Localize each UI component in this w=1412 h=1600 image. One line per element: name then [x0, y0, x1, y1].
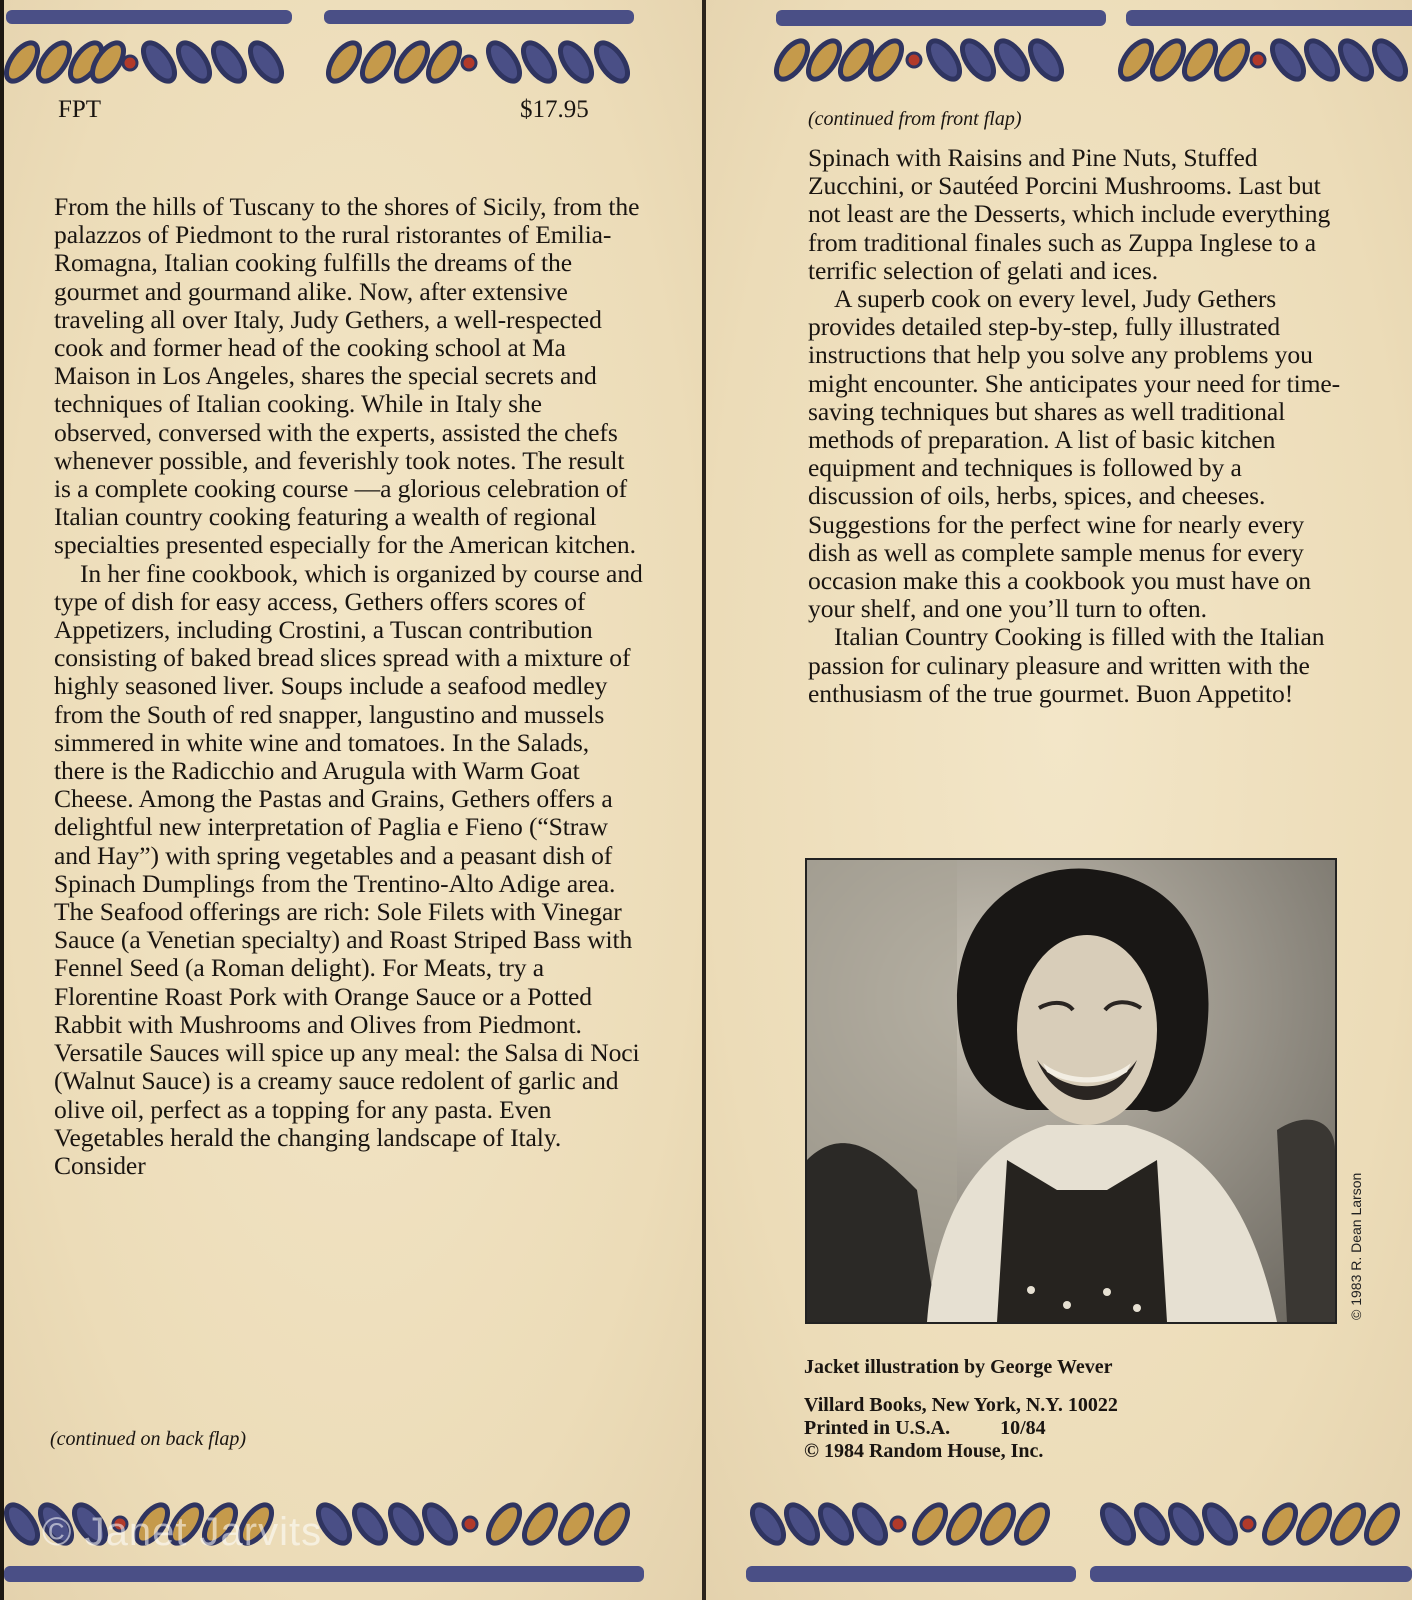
back-paragraph-1: Spinach with Raisins and Pine Nuts, Stuffed Zucchini, or Sautéed Porcini Mushrooms. Last but not least are the Desserts, which include everything from traditional finales such as Zuppa Inglese to a terrific selection of gelati and ices. — [808, 143, 1331, 285]
continued-on-back-note: (continued on back flap) — [50, 1428, 247, 1450]
back-flap-body — [808, 144, 1344, 708]
front-paragraph-2: In her fine cookbook, which is organized by course and type of dish for easy access, Gethers offers scores of Appetizers, including Crostini, a Tuscan contribution consisting of baked bread slices spread with a mixture of highly seasoned liver. Soups include a seafood medley from the South of red snapper, langustino and mussels simmered in white wine and tomatoes. In the Salads, there is the Radicchio and Arugula with Warm Goat Cheese. Among the Pastas and Grains, Gethers offers a delightful new interpretation of Paglia e Fieno (“Straw and Hay”) with spring vegetables and a peasant dish of Spinach Dumplings from the Trentino-Alto Adige area. The Seafood offerings are rich: Sole Filets with Vinegar Sauce (a Venetian specialty) and Roast Striped Bass with Fennel Seed (a Roman delight). For Meats, try a Florentine Roast Pork with Orange Sauce or a Potted Rabbit with Mushrooms and Olives from Piedmont. Versatile Sauces will spice up any meal: the Salsa di Noci (Walnut Sauce) is a creamy sauce redolent of garlic and olive oil, perfect as a topping for any pasta. Even Vegetables herald the changing landscape of Italy. Consider — [54, 558, 643, 1180]
front-flap — [4, 0, 702, 1600]
copyright-watermark: © Janet Jarvits — [42, 1510, 323, 1554]
front-flap-body — [54, 193, 644, 1180]
front-paragraph-1: From the hills of Tuscany to the shores of Sicily, from the palazzos of Piedmont to the rural ristorantes of Emilia-Romagna, Italian cooking fulfills the dreams of the gourmet and gourmand alike. Now, after extensive traveling all over Italy, Judy Gethers, a well-respected cook and former head of the cooking school at Ma Maison in Los Angeles, shares the special secrets and techniques of Italian cooking. While in Italy she observed, conversed with the experts, assisted the chefs whenever possible, and feverishly took notes. The result is a complete cooking course —a glorious celebration of Italian country cooking featuring a wealth of regional specialties presented especially for the American kitchen. — [54, 192, 640, 560]
decorative-border-top-back — [706, 0, 1412, 90]
back-paragraph-2: A superb cook on every level, Judy Gethers provides detailed step-by-step, fully illustrated instructions that help you solve any problems you might encounter. She anticipates your need for time-saving techniques but shares as well traditional methods of preparation. A list of basic kitchen equipment and techniques is followed by a discussion of oils, herbs, spices, and cheeses. Suggestions for the perfect wine for nearly every dish as well as complete sample menus for every occasion make this a cookbook you must have on your shelf, and one you’ll turn to often. — [808, 284, 1341, 624]
price-label: $17.95 — [520, 96, 589, 123]
photo-credit: © 1983 R. Dean Larson — [1348, 1172, 1364, 1320]
leaf-pattern — [4, 38, 634, 87]
publisher-line-3: © 1984 Random House, Inc. — [804, 1440, 1044, 1462]
back-flap — [706, 0, 1412, 1600]
publisher-line-1: Villard Books, New York, N.Y. 10022 — [804, 1394, 1118, 1416]
decorative-border-bottom-back — [706, 1494, 1412, 1600]
continued-from-front-note: (continued from front flap) — [808, 108, 1022, 130]
back-paragraph-3: Italian Country Cooking is filled with the Italian passion for culinary pleasure and written with the enthusiasm of the true gourmet. Buon Appetito! — [808, 622, 1325, 708]
fpt-label: FPT — [58, 96, 102, 123]
publisher-line-2: Printed in U.S.A. 10/84 — [804, 1417, 1046, 1439]
author-photo — [805, 858, 1337, 1324]
jacket-credit: Jacket illustration by George Wever — [804, 1356, 1113, 1378]
decorative-border-top — [4, 0, 702, 90]
